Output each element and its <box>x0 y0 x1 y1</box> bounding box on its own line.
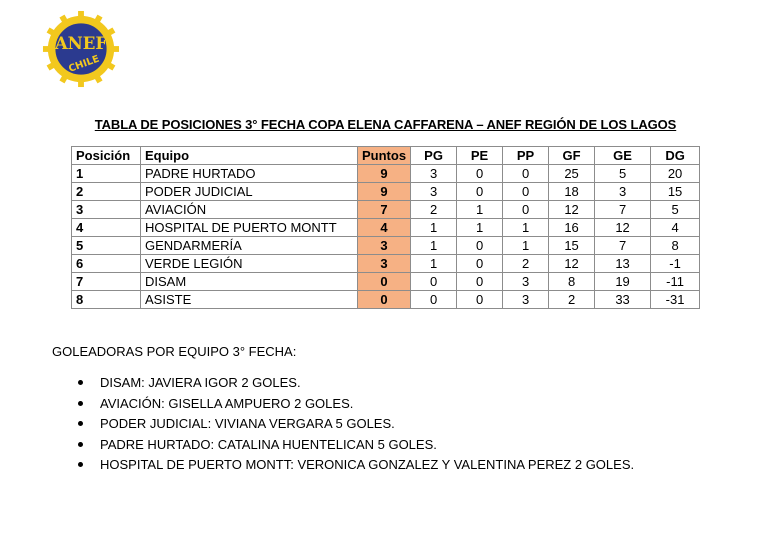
cell-ge: 3 <box>595 183 651 201</box>
scorers-list <box>76 373 634 476</box>
cell-equipo: DISAM <box>141 273 358 291</box>
scorer-text: PADRE HURTADO: CATALINA HUENTELICAN 5 GOLES. <box>100 436 437 452</box>
cell-posicion: 2 <box>72 183 141 201</box>
cell-gf: 2 <box>549 291 595 309</box>
cell-equipo: AVIACIÓN <box>141 201 358 219</box>
cell-pp: 2 <box>503 255 549 273</box>
cell-pg: 1 <box>411 219 457 237</box>
cell-pe: 0 <box>457 183 503 201</box>
bullet-icon <box>78 421 83 426</box>
cell-posicion: 7 <box>72 273 141 291</box>
cell-equipo: HOSPITAL DE PUERTO MONTT <box>141 219 358 237</box>
list-item <box>76 373 634 394</box>
cell-ge: 5 <box>595 165 651 183</box>
cell-dg: 15 <box>651 183 700 201</box>
header-posicion: Posición <box>72 147 141 165</box>
cell-puntos: 7 <box>358 201 411 219</box>
scorer-text: AVIACIÓN: GISELLA AMPUERO 2 GOLES. <box>100 395 354 411</box>
cell-gf: 12 <box>549 255 595 273</box>
cell-gf: 18 <box>549 183 595 201</box>
header-equipo: Equipo <box>141 147 358 165</box>
cell-pp: 0 <box>503 165 549 183</box>
cell-ge: 19 <box>595 273 651 291</box>
anef-chile-logo <box>42 10 120 88</box>
cell-pg: 1 <box>411 255 457 273</box>
page-title: TABLA DE POSICIONES 3° FECHA COPA ELENA CAFFARENA – ANEF REGIÓN DE LOS LAGOS <box>94 117 677 132</box>
cell-puntos: 9 <box>358 183 411 201</box>
cell-posicion: 6 <box>72 255 141 273</box>
cell-pe: 0 <box>457 291 503 309</box>
logo-bottom-text: CHILE <box>67 53 101 75</box>
header-pp: PP <box>503 147 549 165</box>
bullet-icon <box>78 380 83 385</box>
cell-dg: 8 <box>651 237 700 255</box>
table-header-row <box>72 147 700 165</box>
cell-ge: 7 <box>595 237 651 255</box>
table-row <box>72 165 700 183</box>
cell-puntos: 4 <box>358 219 411 237</box>
cell-posicion: 3 <box>72 201 141 219</box>
cell-dg: -1 <box>651 255 700 273</box>
cell-puntos: 3 <box>358 255 411 273</box>
cell-dg: 5 <box>651 201 700 219</box>
cell-gf: 25 <box>549 165 595 183</box>
table-row <box>72 273 700 291</box>
cell-gf: 8 <box>549 273 595 291</box>
cell-pp: 1 <box>503 237 549 255</box>
scorer-text: PODER JUDICIAL: VIVIANA VERGARA 5 GOLES. <box>100 416 395 431</box>
logo-top-text: ANEF <box>54 33 108 53</box>
cell-pp: 0 <box>503 201 549 219</box>
cell-puntos: 3 <box>358 237 411 255</box>
header-pe: PE <box>457 147 503 165</box>
header-dg: DG <box>651 147 700 165</box>
bullet-icon <box>78 401 83 406</box>
standings-table <box>71 146 700 309</box>
cell-gf: 15 <box>549 237 595 255</box>
cell-ge: 12 <box>595 219 651 237</box>
cell-pe: 0 <box>457 273 503 291</box>
list-item <box>76 435 634 456</box>
cell-puntos: 9 <box>358 165 411 183</box>
cell-pp: 1 <box>503 219 549 237</box>
header-gf: GF <box>549 147 595 165</box>
cell-pe: 0 <box>457 255 503 273</box>
list-item <box>76 414 634 435</box>
scorer-text: DISAM: JAVIERA IGOR 2 GOLES. <box>100 375 301 390</box>
table-row <box>72 219 700 237</box>
cell-equipo: PODER JUDICIAL <box>141 183 358 201</box>
cell-equipo: VERDE LEGIÓN <box>141 255 358 273</box>
cell-ge: 7 <box>595 201 651 219</box>
table-row <box>72 201 700 219</box>
cell-dg: 20 <box>651 165 700 183</box>
cell-posicion: 4 <box>72 219 141 237</box>
scorer-text: HOSPITAL DE PUERTO MONTT: VERONICA GONZALEZ Y VALENTINA PEREZ 2 GOLES. <box>100 457 635 472</box>
cell-equipo: GENDARMERÍA <box>141 237 358 255</box>
cell-pg: 0 <box>411 291 457 309</box>
header-puntos: Puntos <box>358 147 411 165</box>
cell-pe: 0 <box>457 237 503 255</box>
cell-pe: 0 <box>457 165 503 183</box>
cell-ge: 13 <box>595 255 651 273</box>
cell-dg: -31 <box>651 291 700 309</box>
cell-pp: 3 <box>503 291 549 309</box>
cell-pg: 2 <box>411 201 457 219</box>
cell-pe: 1 <box>457 201 503 219</box>
scorers-title: GOLEADORAS POR EQUIPO 3° FECHA: <box>52 344 297 359</box>
cell-posicion: 5 <box>72 237 141 255</box>
cell-dg: 4 <box>651 219 700 237</box>
header-ge: GE <box>595 147 651 165</box>
cell-pe: 1 <box>457 219 503 237</box>
header-pg: PG <box>411 147 457 165</box>
table-row <box>72 237 700 255</box>
cell-puntos: 0 <box>358 273 411 291</box>
bullet-icon <box>78 442 83 447</box>
cell-puntos: 0 <box>358 291 411 309</box>
cell-equipo: PADRE HURTADO <box>141 165 358 183</box>
cell-pg: 3 <box>411 165 457 183</box>
cell-gf: 12 <box>549 201 595 219</box>
table-row <box>72 291 700 309</box>
cell-pp: 0 <box>503 183 549 201</box>
cell-ge: 33 <box>595 291 651 309</box>
table-row <box>72 183 700 201</box>
cell-gf: 16 <box>549 219 595 237</box>
table-row <box>72 255 700 273</box>
cell-equipo: ASISTE <box>141 291 358 309</box>
cell-pg: 1 <box>411 237 457 255</box>
cell-pg: 0 <box>411 273 457 291</box>
cell-pg: 3 <box>411 183 457 201</box>
cell-pp: 3 <box>503 273 549 291</box>
cell-dg: -11 <box>651 273 700 291</box>
list-item <box>76 394 634 415</box>
bullet-icon <box>78 462 83 467</box>
cell-posicion: 1 <box>72 165 141 183</box>
list-item <box>76 455 634 476</box>
cell-posicion: 8 <box>72 291 141 309</box>
